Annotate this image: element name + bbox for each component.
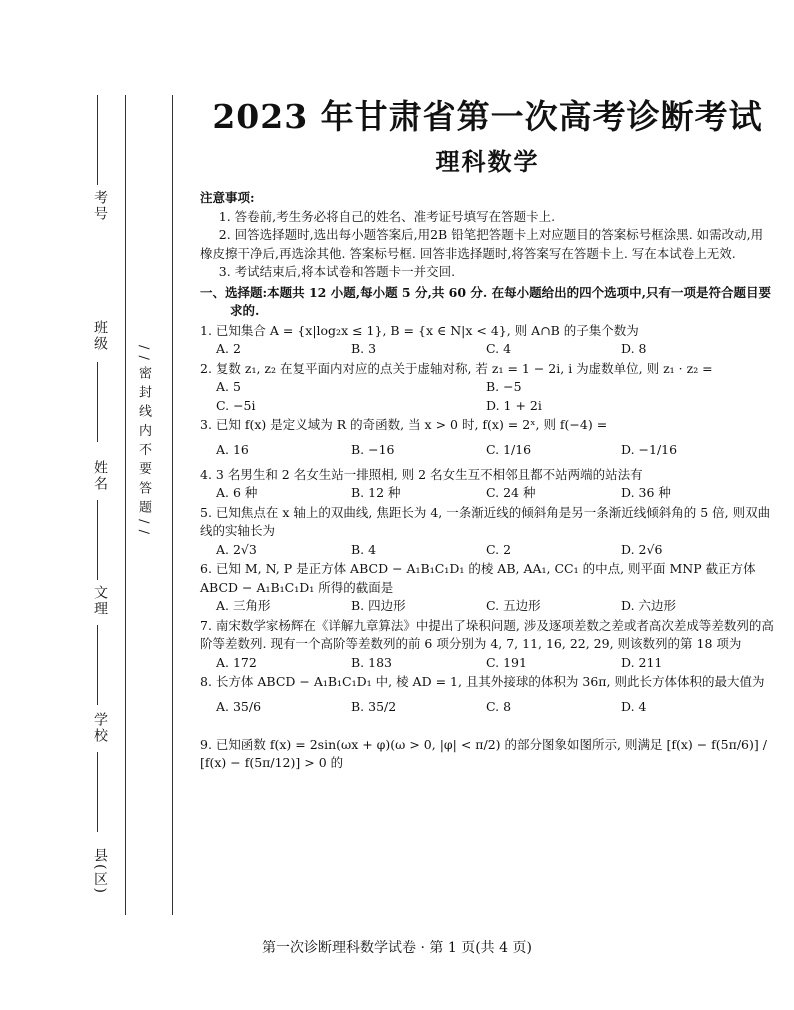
option-b[interactable]: B. 四边形 xyxy=(351,598,406,613)
option-c[interactable]: C. 2 xyxy=(486,541,512,557)
option-d[interactable]: D. −1/16 xyxy=(621,441,678,457)
question-options xyxy=(200,397,775,416)
question-stem: 2. 复数 z₁, z₂ 在复平面内对应的点关于虚轴对称, 若 z₁ = 1 − 2i, i 为虚数单位, 则 z₁ · z₂ = xyxy=(200,360,713,376)
option-c[interactable]: C. 191 xyxy=(486,654,527,670)
exam-content xyxy=(200,95,775,773)
question-5 xyxy=(200,504,775,560)
margin-xuexiao-blank[interactable] xyxy=(97,752,98,832)
notes-heading: 注意事项: xyxy=(200,190,255,205)
page-footer: 第一次诊断理科数学试卷 · 第 1 页(共 4 页) xyxy=(262,940,532,956)
section-heading: 一、选择题:本题共 12 小题,每小题 5 分,共 60 分. 在每小题给出的四个选项中,只有一项是符合题目要求的. xyxy=(200,284,771,318)
question-options xyxy=(200,484,775,503)
question-9 xyxy=(200,736,775,773)
question-options xyxy=(200,541,775,560)
exam-subtitle: 理科数学 xyxy=(435,147,540,176)
option-d[interactable]: D. 1 + 2i xyxy=(486,397,542,413)
notes-item: 3. 考试结束后,将本试卷和答题卡一并交回. xyxy=(218,264,456,279)
option-c[interactable]: C. 五边形 xyxy=(486,598,541,613)
option-c[interactable]: C. 24 种 xyxy=(486,485,536,500)
option-a[interactable]: A. 2√3 xyxy=(216,541,257,557)
question-6 xyxy=(200,560,775,616)
option-b[interactable]: B. 183 xyxy=(351,654,392,670)
option-b[interactable]: B. −5 xyxy=(486,379,522,394)
option-d[interactable]: D. 8 xyxy=(621,341,647,356)
margin-kaohao-label: 考号 xyxy=(92,190,108,222)
option-b[interactable]: B. −16 xyxy=(351,441,395,457)
margin-wenli-label: 文理 xyxy=(92,585,108,617)
option-c[interactable]: C. 1/16 xyxy=(486,441,532,457)
question-stem: 9. 已知函数 f(x) = 2sin(ωx + φ)(ω > 0, |φ| < π/2) 的部分图象如图所示, 则满足 [f(x) − f(5π/6)] / [f(x) − f(5π/12)] > 0 的 xyxy=(200,736,767,770)
exam-title: 2023 年甘肃省第一次高考诊断考试 xyxy=(212,97,763,136)
question-4 xyxy=(200,466,775,503)
margin-line-outer xyxy=(125,95,126,915)
margin-wenli-blank[interactable] xyxy=(97,625,98,705)
option-a[interactable]: A. 6 种 xyxy=(216,485,258,500)
notes-item: 1. 答卷前,考生务必将自己的姓名、准考证号填写在答题卡上. xyxy=(218,208,556,224)
margin-xingming-label: 姓名 xyxy=(92,460,108,492)
option-c[interactable]: C. 4 xyxy=(486,341,512,356)
margin-xianqu-label: 县(区) xyxy=(92,848,108,895)
question-stem: 3. 已知 f(x) 是定义域为 R 的奇函数, 当 x > 0 时, f(x) = 2ˣ, 则 f(−4) = xyxy=(200,417,608,432)
question-stem: 4. 3 名男生和 2 名女生站一排照相, 则 2 名女生互不相邻且都不站两端的站法有 xyxy=(200,466,643,482)
option-a[interactable]: A. 三角形 xyxy=(216,598,271,613)
margin-banji-blank[interactable] xyxy=(97,362,98,442)
question-options xyxy=(200,378,775,397)
question-2 xyxy=(200,360,775,416)
margin-line-inner xyxy=(172,95,173,915)
option-b[interactable]: B. 4 xyxy=(351,541,377,557)
question-stem: 1. 已知集合 A = {x|log₂x ≤ 1}, B = {x ∈ N|x < 4}, 则 A∩B 的子集个数为 xyxy=(200,322,639,338)
question-8 xyxy=(200,673,775,722)
option-d[interactable]: D. 211 xyxy=(621,654,663,670)
option-b[interactable]: B. 35/2 xyxy=(351,698,397,714)
question-stem: 6. 已知 M, N, P 是正方体 ABCD − A₁B₁C₁D₁ 的棱 AB, AA₁, CC₁ 的中点, 则平面 MNP 截正方体 ABCD − A₁B₁C₁D₁ 所得的截面是 xyxy=(200,561,756,595)
question-1 xyxy=(200,322,775,359)
question-3 xyxy=(200,416,775,465)
question-options xyxy=(200,654,775,673)
question-options xyxy=(200,692,775,722)
question-options xyxy=(200,340,775,359)
margin-kaohao-blank[interactable] xyxy=(97,95,98,185)
option-d[interactable]: D. 4 xyxy=(621,698,647,714)
option-d[interactable]: D. 36 种 xyxy=(621,485,671,500)
option-a[interactable]: A. 35/6 xyxy=(216,698,262,714)
option-a[interactable]: A. 16 xyxy=(216,441,249,457)
question-stem: 8. 长方体 ABCD − A₁B₁C₁D₁ 中, 棱 AD = 1, 且其外接球的体积为 36π, 则此长方体体积的最大值为 xyxy=(200,674,765,689)
option-a[interactable]: A. 5 xyxy=(216,379,241,394)
margin-xuexiao-label: 学校 xyxy=(92,712,108,744)
option-b[interactable]: B. 3 xyxy=(351,341,377,356)
option-a[interactable]: A. 2 xyxy=(216,341,241,356)
option-b[interactable]: B. 12 种 xyxy=(351,485,401,500)
option-c[interactable]: C. 8 xyxy=(486,698,512,714)
option-d[interactable]: D. 六边形 xyxy=(621,598,677,613)
option-c[interactable]: C. −5i xyxy=(216,397,256,413)
question-stem: 5. 已知焦点在 x 轴上的双曲线, 焦距长为 4, 一条渐近线的倾斜角是另一条渐近线倾斜角的 5 倍, 则双曲线的实轴长为 xyxy=(200,504,771,538)
option-d[interactable]: D. 2√6 xyxy=(621,541,663,557)
margin-xingming-blank[interactable] xyxy=(97,500,98,580)
margin-seal-text: / / 密 封 线 内 不 要 答 题 / / xyxy=(136,345,151,535)
notes-item: 2. 回答选择题时,选出每小题答案后,用2B 铅笔把答题卡上对应题目的答案标号框涂黑. 如需改动,用橡皮擦干净后,再选涂其他. 答案标号框. 回答非选择题时,将答案写在答题卡上. 写在本试卷上无效. xyxy=(200,227,764,261)
question-options xyxy=(200,435,775,465)
margin-banji-label: 班级 xyxy=(92,320,108,352)
option-a[interactable]: A. 172 xyxy=(216,654,257,670)
question-stem: 7. 南宋数学家杨辉在《详解九章算法》中提出了垛积问题, 涉及逐项差数之差或者高次差成等差数列的高阶等差数列. 现有一个高阶等差数列的前 6 项分别为 4, 7, 11, 16, 22, 29, 则该数列的第 18 项为 xyxy=(200,617,774,651)
question-options xyxy=(200,597,775,616)
question-7 xyxy=(200,617,775,673)
